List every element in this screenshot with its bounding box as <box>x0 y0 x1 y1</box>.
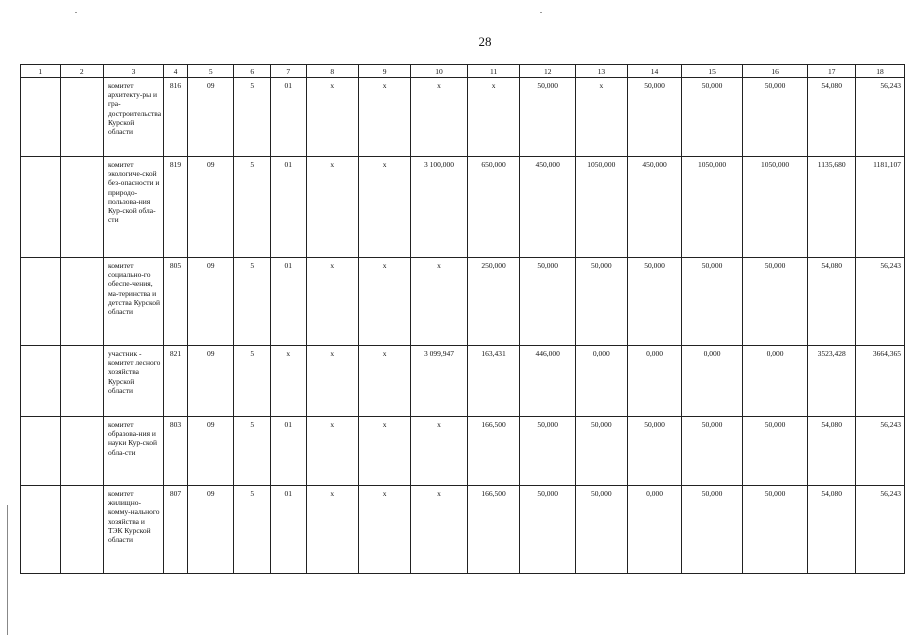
cell: 50,000 <box>742 78 807 157</box>
cell: 56,243 <box>856 486 905 574</box>
cell: 0,000 <box>682 346 743 417</box>
cell: 3664,365 <box>856 346 905 417</box>
column-header: 15 <box>682 65 743 78</box>
cell: 54,080 <box>808 258 856 346</box>
cell: 0,000 <box>742 346 807 417</box>
cell: 50,000 <box>682 417 743 486</box>
cell: x <box>576 78 628 157</box>
cell: x <box>306 486 358 574</box>
cell: 5 <box>234 258 271 346</box>
column-header: 6 <box>234 65 271 78</box>
cell: 819 <box>164 157 188 258</box>
column-header: 3 <box>103 65 163 78</box>
table-row <box>21 417 905 486</box>
margin-line <box>7 505 8 635</box>
column-header: 12 <box>520 65 576 78</box>
column-header: 17 <box>808 65 856 78</box>
cell: x <box>306 346 358 417</box>
cell: 816 <box>164 78 188 157</box>
cell: x <box>306 78 358 157</box>
cell: 50,000 <box>576 486 628 574</box>
cell: 50,000 <box>627 417 682 486</box>
column-header: 5 <box>187 65 233 78</box>
cell: 50,000 <box>576 258 628 346</box>
cell: 1181,107 <box>856 157 905 258</box>
header-row <box>21 65 905 78</box>
organization-name: участник - комитет лесного хозяйства Курской области <box>103 346 163 417</box>
cell: 54,080 <box>808 486 856 574</box>
column-header: 16 <box>742 65 807 78</box>
cell: 50,000 <box>742 486 807 574</box>
column-header: 11 <box>467 65 520 78</box>
cell: x <box>306 157 358 258</box>
cell: 01 <box>270 417 306 486</box>
organization-name: комитет социально-го обеспе-чения, ма-теринства и детства Курской области <box>103 258 163 346</box>
column-header: 18 <box>856 65 905 78</box>
cell: 0,000 <box>576 346 628 417</box>
cell: 09 <box>187 258 233 346</box>
cell: 09 <box>187 78 233 157</box>
cell: 50,000 <box>627 78 682 157</box>
cell: 50,000 <box>520 417 576 486</box>
cell: 0,000 <box>627 486 682 574</box>
cell: 50,000 <box>520 258 576 346</box>
cell: 0,000 <box>627 346 682 417</box>
cell: 5 <box>234 157 271 258</box>
column-header: 14 <box>627 65 682 78</box>
cell: x <box>358 78 410 157</box>
cell: x <box>358 258 410 346</box>
cell: 1135,680 <box>808 157 856 258</box>
column-header: 9 <box>358 65 410 78</box>
column-header: 10 <box>411 65 468 78</box>
cell: 650,000 <box>467 157 520 258</box>
table-row <box>21 258 905 346</box>
budget-table <box>20 64 905 574</box>
cell: 50,000 <box>576 417 628 486</box>
column-header: 13 <box>576 65 628 78</box>
cell: 803 <box>164 417 188 486</box>
cell: 01 <box>270 78 306 157</box>
cell: x <box>411 78 468 157</box>
cell: 250,000 <box>467 258 520 346</box>
cell: 3523,428 <box>808 346 856 417</box>
cell: 09 <box>187 417 233 486</box>
cell: 01 <box>270 258 306 346</box>
cell: 01 <box>270 157 306 258</box>
column-header: 2 <box>60 65 103 78</box>
cell: x <box>306 417 358 486</box>
cell: x <box>358 346 410 417</box>
cell: 3 099,947 <box>411 346 468 417</box>
organization-name: комитет экологиче-ской без-опасности и природо-пользова-ния Кур-ской обла-сти <box>103 157 163 258</box>
cell: 56,243 <box>856 78 905 157</box>
column-header: 7 <box>270 65 306 78</box>
organization-name: комитет архитекту-ры и гра-достроительства Курской области <box>103 78 163 157</box>
cell: 166,500 <box>467 486 520 574</box>
cell: 50,000 <box>627 258 682 346</box>
cell: x <box>358 417 410 486</box>
organization-name: комитет жилищно-комму-нального хозяйства и ТЭК Курской области <box>103 486 163 574</box>
cell: 54,080 <box>808 78 856 157</box>
cell: 54,080 <box>808 417 856 486</box>
organization-name: комитет образова-ния и науки Кур-ской обла-сти <box>103 417 163 486</box>
table-row <box>21 346 905 417</box>
cell: 1050,000 <box>682 157 743 258</box>
cell: 50,000 <box>682 258 743 346</box>
cell: 09 <box>187 157 233 258</box>
page-number: 28 <box>478 34 492 49</box>
cell: 50,000 <box>520 78 576 157</box>
column-header: 4 <box>164 65 188 78</box>
cell: 56,243 <box>856 417 905 486</box>
cell: 446,000 <box>520 346 576 417</box>
column-header: 1 <box>21 65 61 78</box>
cell: x <box>358 486 410 574</box>
cell: 1050,000 <box>576 157 628 258</box>
table-row <box>21 486 905 574</box>
cell: 1050,000 <box>742 157 807 258</box>
cell: 5 <box>234 346 271 417</box>
cell: 5 <box>234 417 271 486</box>
cell: 805 <box>164 258 188 346</box>
cell: 56,243 <box>856 258 905 346</box>
cell: x <box>270 346 306 417</box>
cell: 50,000 <box>742 258 807 346</box>
cell: x <box>467 78 520 157</box>
cell: 821 <box>164 346 188 417</box>
cell: 09 <box>187 486 233 574</box>
table-row <box>21 78 905 157</box>
cell: 807 <box>164 486 188 574</box>
cell: 5 <box>234 78 271 157</box>
cell: 450,000 <box>520 157 576 258</box>
cell: 450,000 <box>627 157 682 258</box>
cell: 5 <box>234 486 271 574</box>
cell: 163,431 <box>467 346 520 417</box>
table-row <box>21 157 905 258</box>
cell: 50,000 <box>742 417 807 486</box>
cell: x <box>411 417 468 486</box>
cell: 3 100,000 <box>411 157 468 258</box>
cell: 166,500 <box>467 417 520 486</box>
cell: 09 <box>187 346 233 417</box>
scan-speck <box>540 12 542 13</box>
cell: x <box>411 258 468 346</box>
scan-speck <box>75 12 77 13</box>
cell: 50,000 <box>682 486 743 574</box>
cell: 50,000 <box>682 78 743 157</box>
cell: x <box>306 258 358 346</box>
column-header: 8 <box>306 65 358 78</box>
cell: 50,000 <box>520 486 576 574</box>
cell: x <box>411 486 468 574</box>
cell: 01 <box>270 486 306 574</box>
cell: x <box>358 157 410 258</box>
